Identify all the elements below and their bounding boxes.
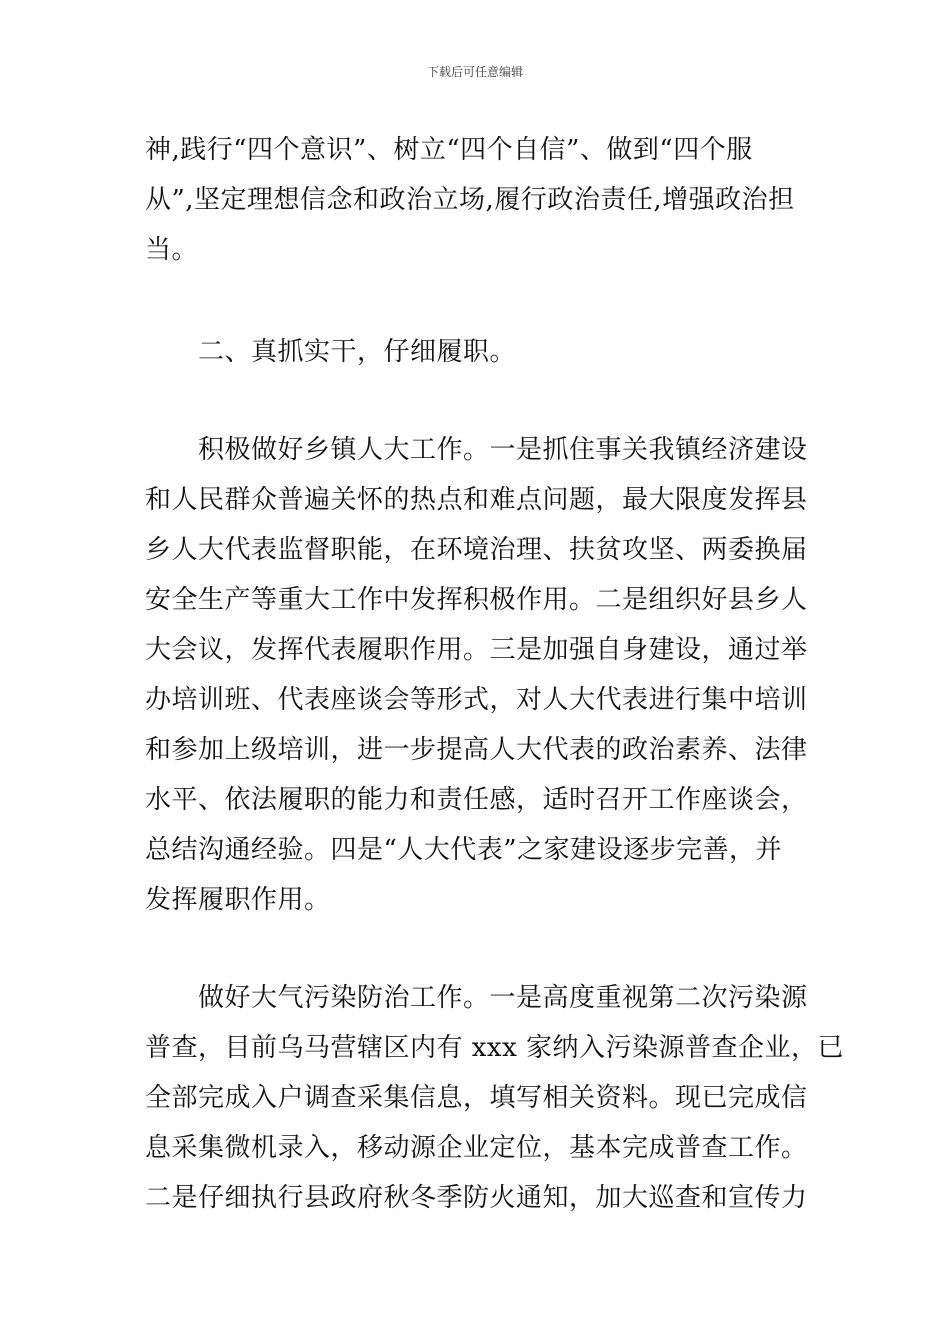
paragraph-line: 和参加上级培训，进一步提高人大代表的政治素养、法律 (145, 735, 808, 765)
paragraph-line: 办培训班、代表座谈会等形式，对人大代表进行集中培训 (145, 685, 808, 715)
paragraph-line: 神,践行“四个意识”、树立“四个自信”、做到“四个服 (145, 135, 753, 165)
paragraph-line: 做好大气污染防治工作。一是高度重视第二次污染源 (198, 983, 808, 1013)
paragraph-line: 全部完成入户调查采集信息，填写相关资料。现已完成信 (145, 1083, 808, 1113)
paragraph-line: 水平、依法履职的能力和责任感，适时召开工作座谈会， (145, 785, 808, 815)
paragraph-line: 普查，目前乌马营辖区内有 xxx 家纳入污染源普查企业，已 (145, 1033, 845, 1063)
paragraph-line: 和人民群众普遍关怀的热点和难点问题，最大限度发挥县 (145, 485, 808, 515)
paragraph-line: 发挥履职作用。 (145, 885, 331, 915)
paragraph-line: 二是仔细执行县政府秋冬季防火通知，加大巡查和宣传力 (145, 1183, 808, 1213)
paragraph-line: 乡人大代表监督职能，在环境治理、扶贫攻坚、两委换届 (145, 535, 808, 565)
paragraph-line: 积极做好乡镇人大工作。一是抓住事关我镇经济建设 (198, 435, 808, 465)
section-heading: 二、真抓实干，仔细履职。 (198, 337, 517, 367)
paragraph-line: 从”,坚定理想信念和政治立场,履行政治责任,增强政治担 (145, 185, 795, 215)
page-header: 下载后可任意编辑 (426, 65, 523, 79)
paragraph-line: 总结沟通经验。四是“人大代表”之家建设逐步完善，并 (145, 835, 783, 865)
paragraph-line: 安全生产等重大工作中发挥积极作用。二是组织好县乡人 (145, 585, 808, 615)
paragraph-line: 大会议，发挥代表履职作用。三是加强自身建设，通过举 (145, 635, 808, 665)
paragraph-line: 息采集微机录入，移动源企业定位，基本完成普查工作。 (145, 1133, 808, 1163)
paragraph-line: 当。 (145, 235, 199, 265)
